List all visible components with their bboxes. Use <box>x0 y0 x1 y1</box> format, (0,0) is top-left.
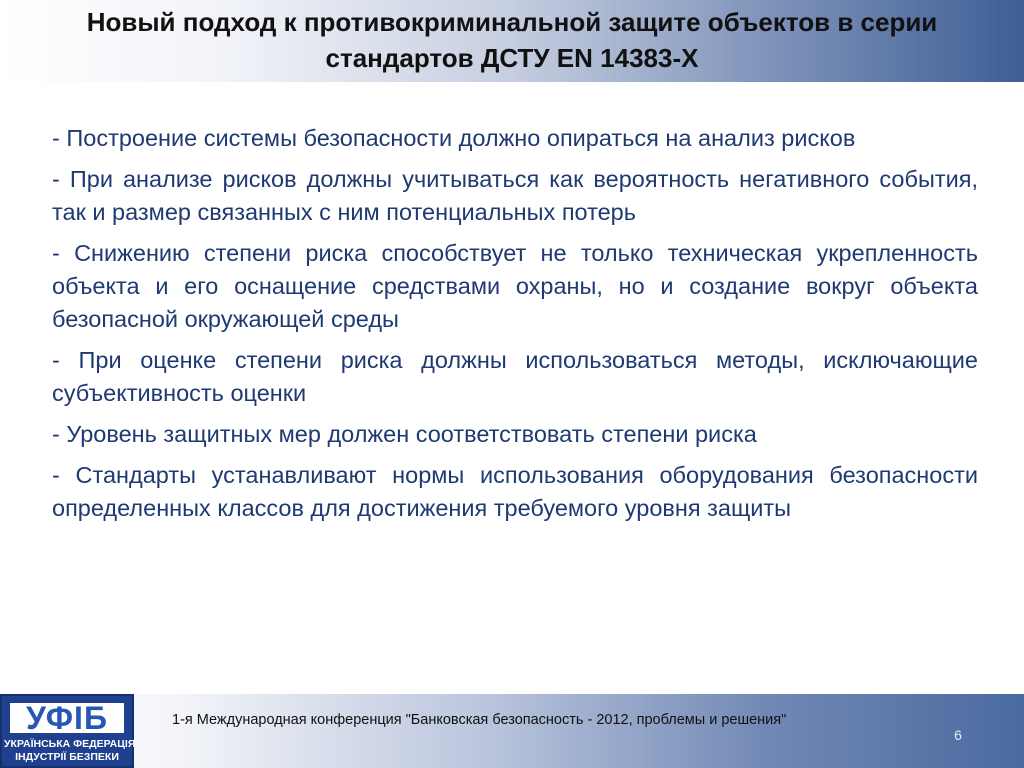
bullet-item: - Снижению степени риска способствует не только техническая укрепленность объекта и его оснащение средствами охраны, но и создание вокруг объекта безопасной окружающей среды <box>52 240 978 332</box>
ufib-logo <box>0 694 134 768</box>
bullet-item: - При анализе рисков должны учитываться как вероятность негативного события, так и размер связанных с ним потенциальных потерь <box>52 166 978 225</box>
logo-subtitle-line2: ІНДУСТРІЇ БЕЗПЕКИ <box>15 751 119 763</box>
bullet-list <box>52 122 978 533</box>
logo-subtitle-line1: УКРАЇНСЬКА ФЕДЕРАЦІЯ <box>4 738 136 750</box>
page-number: 6 <box>954 727 962 743</box>
bullet-item: - Уровень защитных мер должен соответствовать степени риска <box>52 421 757 447</box>
logo-main-text: УФІБ <box>8 701 126 735</box>
bullet-item: - При оценке степени риска должны использоваться методы, исключающие субъективность оценки <box>52 347 978 406</box>
slide-footer <box>0 694 1024 768</box>
slide-title: Новый подход к противокриминальной защите объектов в серии стандартов ДСТУ EN 14383-X <box>86 7 938 73</box>
bullet-item: - Стандарты устанавливают нормы использования оборудования безопасности определенных классов для достижения требуемого уровня защиты <box>52 462 978 521</box>
conference-caption: 1-я Международная конференция "Банковская безопасность - 2012, проблемы и решения" <box>172 712 787 728</box>
bullet-item: - Построение системы безопасности должно опираться на анализ рисков <box>52 125 856 151</box>
